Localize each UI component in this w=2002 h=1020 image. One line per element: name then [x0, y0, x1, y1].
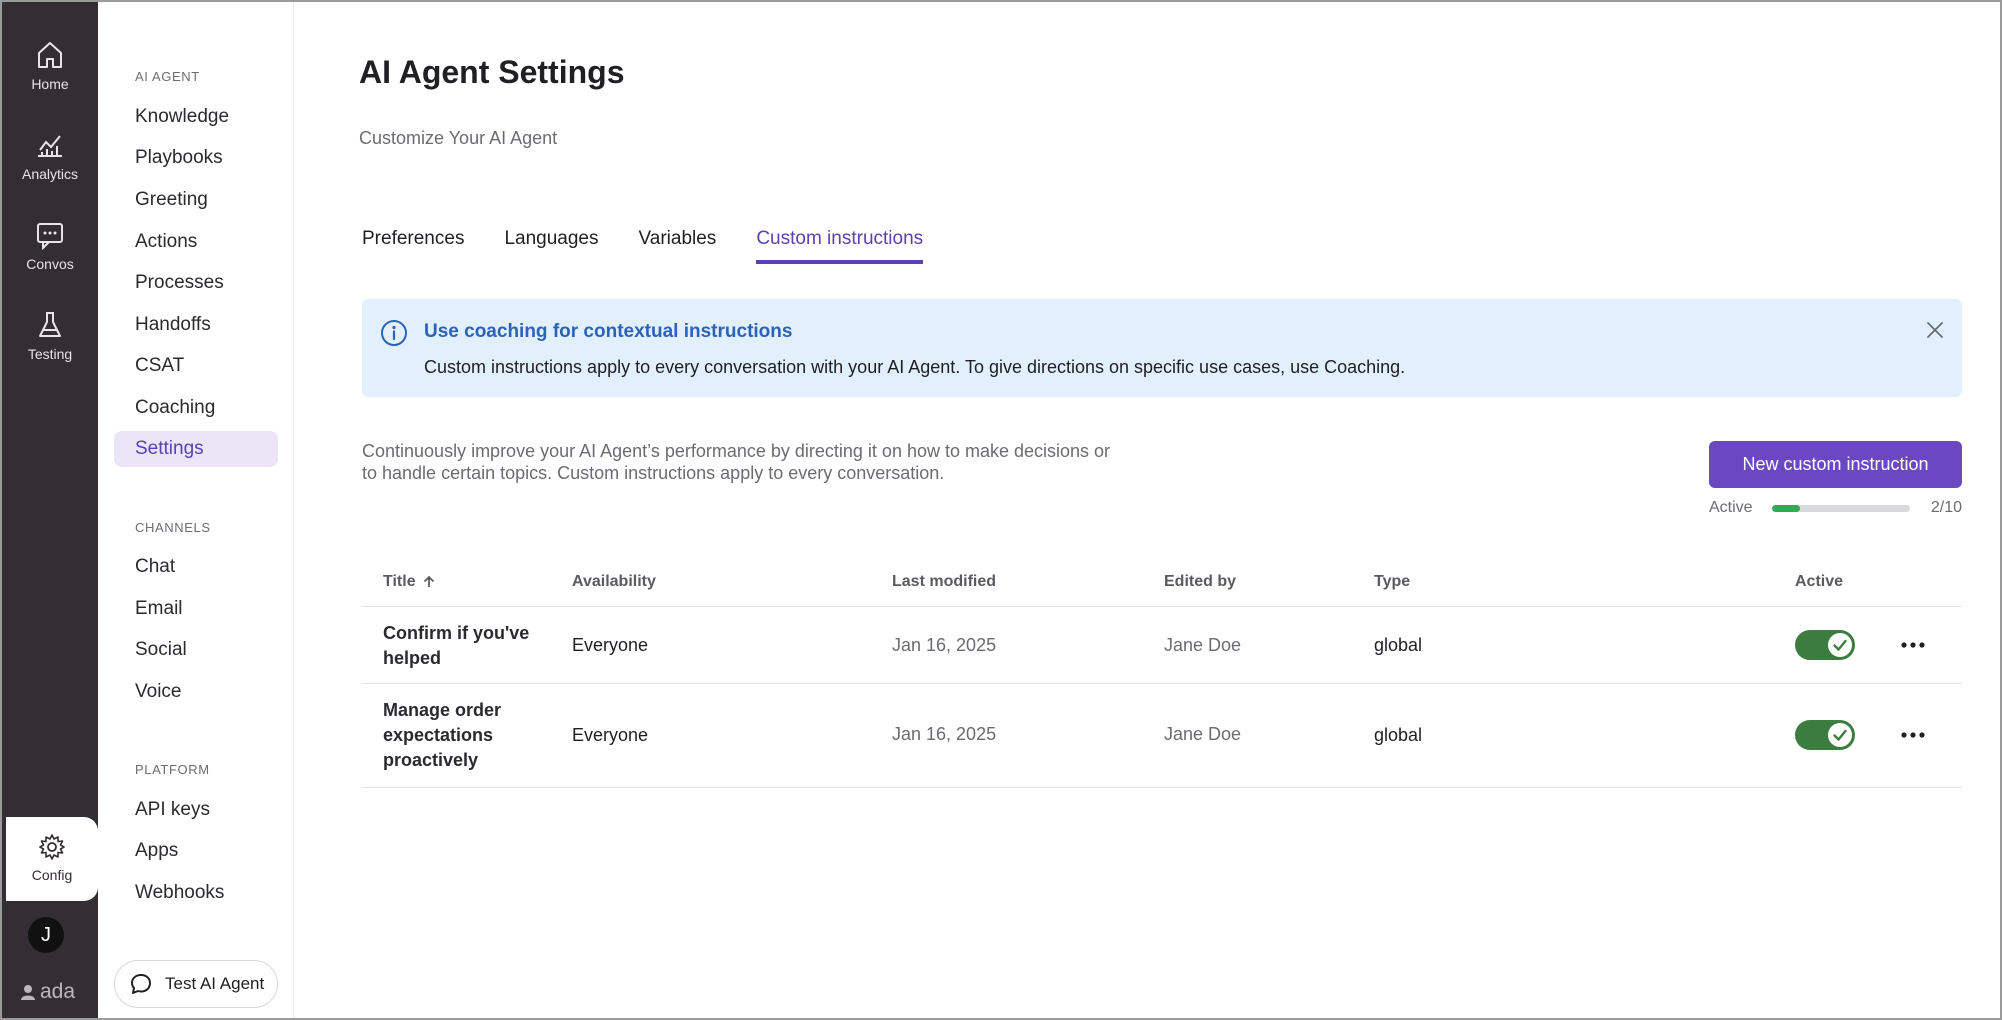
sidebar-item-knowledge[interactable]: Knowledge — [135, 106, 230, 127]
ada-logo-icon — [20, 984, 36, 1000]
table-header — [362, 563, 1962, 607]
check-icon — [1828, 723, 1852, 747]
rail-item-label: Config — [31, 867, 73, 883]
app-rail — [2, 2, 98, 1020]
column-header-active: Active — [1795, 573, 1844, 590]
rail-item-label: Convos — [26, 256, 74, 272]
sidebar-item-social[interactable]: Social — [135, 639, 187, 660]
sidebar-item-apps[interactable]: Apps — [135, 840, 179, 861]
sidebar-item-webhooks[interactable]: Webhooks — [135, 882, 225, 903]
sidebar-item-voice[interactable]: Voice — [135, 681, 182, 702]
settings-tabs — [362, 224, 963, 264]
sidebar-item-actions[interactable]: Actions — [135, 231, 198, 252]
section-title-ai-agent: AI AGENT — [135, 69, 200, 84]
sidebar-item-email[interactable]: Email — [135, 598, 183, 619]
column-header-title-label: Title — [383, 573, 416, 590]
sidebar-item-handoffs[interactable]: Handoffs — [135, 314, 211, 335]
chat-icon — [35, 220, 65, 250]
rail-item-home[interactable] — [2, 40, 98, 120]
custom-instructions-description: Continuously improve your AI Agent’s performance by directing it on how to make decisions or to handle certain topics. Custom instructions apply to every conversation. — [362, 441, 1111, 483]
banner-body: Custom instructions apply to every conversation with your AI Agent. To give directions on specific use cases, use Coaching. — [424, 357, 1406, 377]
sidebar-item-playbooks[interactable]: Playbooks — [135, 147, 223, 168]
gear-icon — [38, 833, 66, 861]
speech-bubble-icon — [129, 972, 153, 996]
row-last-modified: Jan 16, 2025 — [892, 635, 997, 655]
column-header-availability[interactable]: Availability — [572, 573, 656, 590]
sidebar-item-greeting[interactable]: Greeting — [135, 189, 208, 210]
rail-item-convos[interactable] — [2, 220, 98, 300]
sidebar-item-processes[interactable]: Processes — [135, 272, 224, 293]
sidebar-item-coaching[interactable]: Coaching — [135, 397, 216, 418]
brand-name: ada — [40, 980, 76, 1003]
tab-custom-instructions[interactable]: Custom instructions — [756, 224, 923, 264]
row-title[interactable]: Manage order expectations proactively — [383, 700, 502, 770]
more-options-icon[interactable] — [1900, 725, 1926, 745]
toggle-knob — [1828, 633, 1852, 657]
column-header-title[interactable] — [383, 573, 436, 591]
page-title: AI Agent Settings — [359, 54, 625, 90]
row-type: global — [1374, 635, 1423, 655]
test-ai-agent-button[interactable] — [114, 960, 278, 1008]
sidebar-item-csat[interactable]: CSAT — [135, 355, 185, 376]
rail-item-testing[interactable] — [2, 310, 98, 390]
avatar[interactable]: J — [28, 917, 64, 953]
settings-sidebar — [98, 2, 294, 1020]
check-icon — [1828, 633, 1852, 657]
row-availability: Everyone — [572, 635, 649, 655]
usage-count: 2/10 — [1930, 499, 1962, 516]
active-usage-meter — [1709, 499, 1962, 519]
rail-item-label: Analytics — [21, 166, 79, 182]
usage-progress-bar — [1772, 505, 1910, 512]
section-title-platform: PLATFORM — [135, 762, 210, 777]
usage-progress-fill — [1772, 505, 1800, 512]
row-edited-by: Jane Doe — [1164, 635, 1242, 655]
sidebar-item-settings[interactable]: Settings — [114, 431, 278, 467]
column-header-type[interactable]: Type — [1374, 573, 1411, 590]
tab-variables[interactable]: Variables — [638, 228, 717, 249]
test-ai-agent-label: Test AI Agent — [165, 974, 265, 993]
table-row[interactable] — [362, 607, 1962, 684]
sidebar-item-api-keys[interactable]: API keys — [135, 799, 210, 820]
toggle-knob — [1828, 723, 1852, 747]
row-type: global — [1374, 725, 1423, 745]
brand-logo — [20, 980, 75, 1004]
banner-title: Use coaching for contextual instructions — [424, 321, 793, 342]
active-toggle[interactable] — [1795, 630, 1855, 660]
more-options-icon[interactable] — [1900, 635, 1926, 655]
row-availability: Everyone — [572, 725, 649, 745]
tab-preferences[interactable]: Preferences — [362, 228, 465, 249]
active-toggle[interactable] — [1795, 720, 1855, 750]
close-icon[interactable] — [1924, 319, 1946, 341]
row-title[interactable]: Confirm if you've helped — [383, 623, 530, 668]
rail-item-label: Home — [31, 76, 69, 92]
custom-instructions-table — [362, 563, 1962, 788]
page-subtitle: Customize Your AI Agent — [359, 128, 558, 148]
row-edited-by: Jane Doe — [1164, 724, 1242, 744]
arrow-up-icon — [422, 575, 436, 589]
analytics-icon — [35, 130, 65, 160]
rail-item-config[interactable] — [6, 817, 98, 901]
row-last-modified: Jan 16, 2025 — [892, 724, 997, 744]
section-title-channels: CHANNELS — [135, 520, 211, 535]
home-icon — [36, 40, 64, 70]
usage-label: Active — [1709, 499, 1753, 516]
flask-icon — [35, 310, 65, 340]
column-header-edited-by[interactable]: Edited by — [1164, 573, 1237, 590]
info-banner — [362, 299, 1962, 397]
info-icon — [380, 319, 408, 347]
tab-languages[interactable]: Languages — [504, 228, 599, 249]
main-content — [294, 2, 2002, 1020]
rail-item-analytics[interactable] — [2, 130, 98, 210]
new-custom-instruction-button[interactable]: New custom instruction — [1709, 441, 1962, 488]
rail-item-label: Testing — [27, 346, 73, 362]
table-row[interactable] — [362, 684, 1962, 788]
sidebar-item-chat[interactable]: Chat — [135, 556, 176, 577]
column-header-last-modified[interactable]: Last modified — [892, 573, 997, 590]
